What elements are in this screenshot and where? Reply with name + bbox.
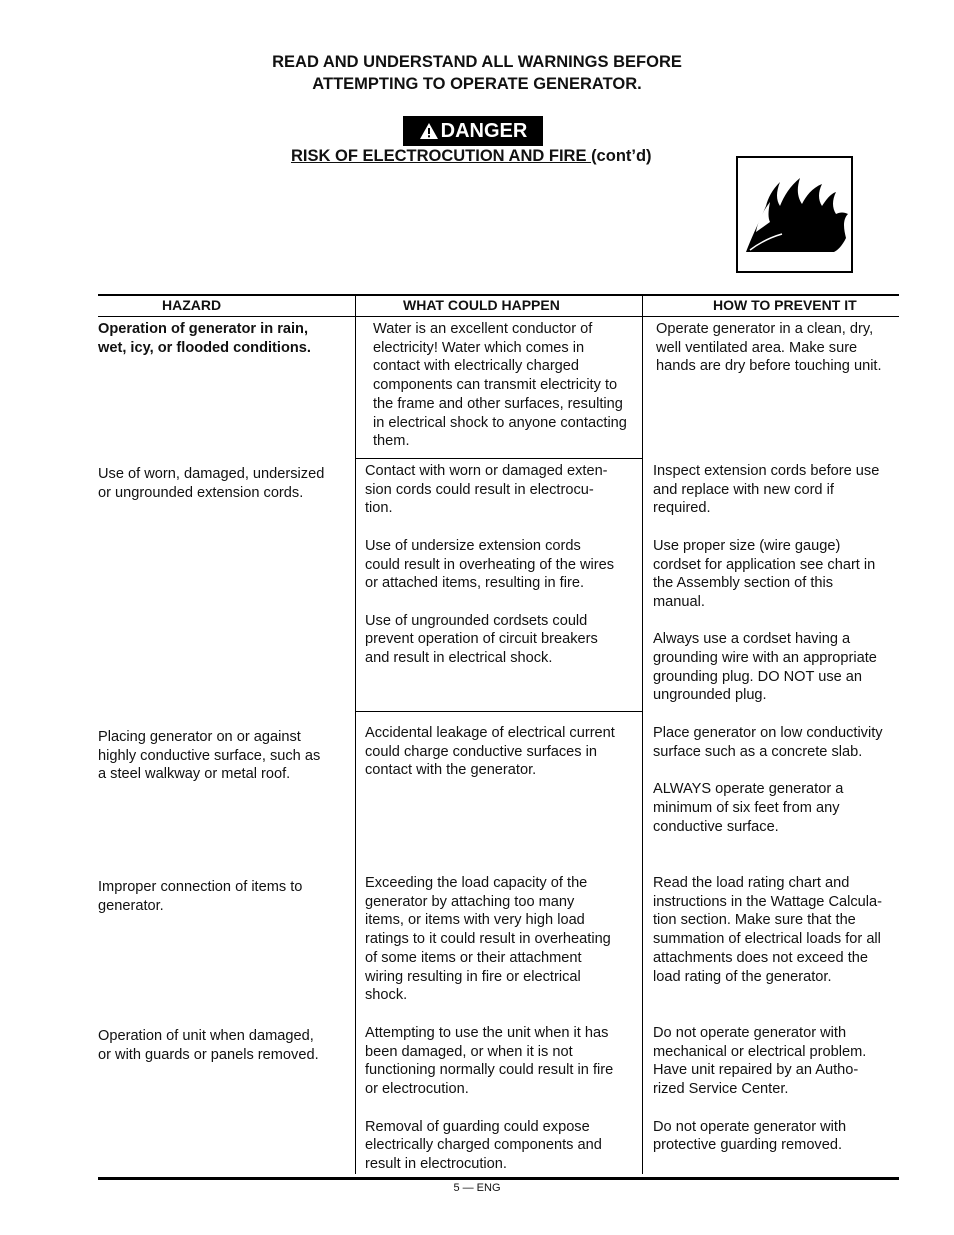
row-divider [355,458,642,459]
warning-heading-line-1: READ AND UNDERSTAND ALL WARNINGS BEFORE [272,53,682,71]
hazard-table [98,294,899,1180]
text-line: Improper connection of items to [98,879,303,895]
text-line: Do not operate generator with [653,1025,847,1041]
what-could-happen-cell [365,1024,645,1174]
header-rule [98,316,899,317]
what-could-happen-cell-paragraph [365,612,645,668]
text-line: electrically charged components and [365,1137,602,1154]
text-line: in electrical shock to anyone contacting [373,414,627,431]
text-line: grounding plug. DO NOT use an [653,668,863,685]
text-line: required. [653,500,711,517]
hazard-cell [98,465,348,502]
text-line: protective guarding removed. [653,1137,843,1154]
text-line: Use of worn, damaged, undersized [98,466,325,482]
hazard-cell-paragraph [98,878,348,915]
text-line: could charge conductive surfaces in [365,743,598,760]
text-line: wiring resulting in fire or electrical [365,968,581,985]
column-header-how: HOW TO PREVENT IT [713,297,857,313]
column-header-what: WHAT COULD HAPPEN [403,297,560,313]
text-line: Placing generator on or against [98,729,301,745]
what-could-happen-cell-paragraph [365,1118,645,1174]
text-line: or attached items, resulting in fire. [365,575,585,592]
text-line: components can transmit electricity to [373,377,618,394]
text-line: tion section. Make sure that the [653,912,856,929]
text-line: Inspect extension cords before use [653,463,880,479]
text-line: surface such as a concrete slab. [653,743,863,760]
what-could-happen-cell-paragraph [365,724,645,780]
what-could-happen-cell-paragraph [365,1024,645,1099]
text-line: instructions in the Wattage Calcula- [653,893,883,910]
text-line: or electrocution. [365,1081,469,1098]
text-line: wet, icy, or flooded conditions. [98,339,311,356]
how-to-prevent-cell [653,1024,901,1155]
table-bottom-rule [98,1177,899,1180]
text-line: Use proper size (wire gauge) [653,537,841,554]
danger-label: DANGER [440,119,528,142]
text-line: conductive surface. [653,818,779,835]
text-line: prevent operation of circuit breakers [365,631,598,648]
how-to-prevent-cell-paragraph [653,724,901,761]
how-to-prevent-cell [656,320,901,376]
text-line: rized Service Center. [653,1081,789,1098]
text-line: and result in electrical shock. [365,650,553,666]
hazard-cell [98,728,348,784]
what-could-happen-cell-paragraph [365,462,645,518]
text-line: Water is an excellent conductor of [373,321,593,337]
how-to-prevent-cell-paragraph [653,462,901,518]
text-line: Have unit repaired by an Autho- [653,1062,859,1079]
text-line: attachments does not exceed the [653,949,868,966]
text-line: load rating of the generator. [653,968,832,985]
warning-triangle-icon [419,122,439,140]
text-line: and replace with new cord if [653,481,834,498]
text-line: Exceeding the load capacity of the [365,875,588,891]
warning-heading [0,51,954,95]
page-footer: 5 — ENG [453,1182,501,1194]
danger-banner [403,116,543,146]
hazard-cell-paragraph [98,728,348,784]
fire-hazard-symbol [736,156,853,273]
text-line: Removal of guarding could expose [365,1118,590,1135]
text-line: been damaged, or when it is not [365,1043,573,1060]
how-to-prevent-cell-paragraph [653,1024,901,1099]
text-line: grounding wire with an appropriate [653,650,877,666]
text-line: cordset for application see chart in [653,556,876,573]
text-line: Attempting to use the unit when it has [365,1025,609,1041]
hazard-cell-paragraph [98,1027,348,1064]
text-line: Contact with worn or damaged exten- [365,463,608,479]
text-line: generator. [98,897,164,914]
row-divider [355,711,642,712]
text-line: Read the load rating chart and [653,875,850,891]
text-line: or ungrounded extension cords. [98,484,304,501]
text-line: well ventilated area. Make sure [656,339,858,356]
section-subtitle [291,147,652,166]
what-could-happen-cell [365,874,645,1005]
text-line: of some items or their attachment [365,949,582,966]
text-line: summation of electrical loads for all [653,931,881,948]
warning-heading-line-2: ATTEMPTING TO OPERATE GENERATOR. [312,75,642,93]
text-line: contact with the generator. [365,762,537,779]
how-to-prevent-cell-paragraph [653,537,901,612]
text-line: shock. [365,987,408,1004]
text-line: or with guards or panels removed. [98,1046,319,1063]
text-line: mechanical or electrical problem. [653,1043,867,1060]
how-to-prevent-cell [653,462,901,705]
hazard-cell-paragraph [98,320,348,357]
subtitle-continued: (cont’d) [591,147,652,165]
text-line: ALWAYS operate generator a [653,781,844,798]
text-line: Use of ungrounded cordsets could [365,612,588,629]
text-line: Operate generator in a clean, dry, [656,321,874,337]
text-line: the frame and other surfaces, resulting [373,395,623,412]
text-line: tion. [365,500,393,517]
what-could-happen-cell [365,724,645,780]
hazard-cell-paragraph [98,465,348,502]
how-to-prevent-cell-paragraph [656,320,901,376]
text-line: Do not operate generator with [653,1118,847,1135]
what-could-happen-cell-paragraph [365,874,645,1005]
text-line: electricity! Water which comes in [373,339,585,356]
text-line: ratings to it could result in overheating [365,931,611,948]
what-could-happen-cell-paragraph [365,537,645,593]
text-line: Operation of generator in rain, [98,321,309,337]
table-top-rule [98,294,899,296]
what-could-happen-cell [365,462,645,668]
text-line: functioning normally could result in fire [365,1062,614,1079]
text-line: result in electrocution. [365,1155,507,1172]
text-line: generator by attaching too many [365,893,575,910]
text-line: Operation of unit when damaged, [98,1028,314,1044]
what-could-happen-cell [373,320,643,451]
how-to-prevent-cell-paragraph [653,1118,901,1155]
text-line: hands are dry before touching unit. [656,358,882,375]
hazard-cell [98,320,348,357]
text-line: highly conductive surface, such as [98,747,321,764]
text-line: contact with electrically charged [373,358,580,375]
how-to-prevent-cell [653,724,901,836]
column-header-hazard: HAZARD [162,297,222,313]
hazard-cell [98,1027,348,1064]
text-line: minimum of six feet from any [653,799,840,816]
text-line: sion cords could result in electrocu- [365,481,594,498]
fire-icon [738,158,851,271]
text-line: Always use a cordset having a [653,631,851,648]
column-divider [355,294,356,1174]
text-line: items, or items with very high load [365,912,585,929]
text-line: manual. [653,593,705,610]
text-line: the Assembly section of this [653,575,834,592]
how-to-prevent-cell-paragraph [653,630,901,705]
text-line: ungrounded plug. [653,687,767,704]
text-line: could result in overheating of the wires [365,556,615,573]
subtitle-underlined: RISK OF ELECTROCUTION AND FIRE [291,147,592,165]
text-line: Accidental leakage of electrical current [365,725,615,741]
hazard-cell [98,878,348,915]
text-line: Place generator on low conductivity [653,725,883,741]
text-line: a steel walkway or metal roof. [98,766,291,783]
what-could-happen-cell-paragraph [373,320,643,451]
text-line: them. [373,433,410,450]
how-to-prevent-cell-paragraph [653,874,901,986]
text-line: Use of undersize extension cords [365,537,581,554]
how-to-prevent-cell [653,874,901,986]
how-to-prevent-cell-paragraph [653,780,901,836]
